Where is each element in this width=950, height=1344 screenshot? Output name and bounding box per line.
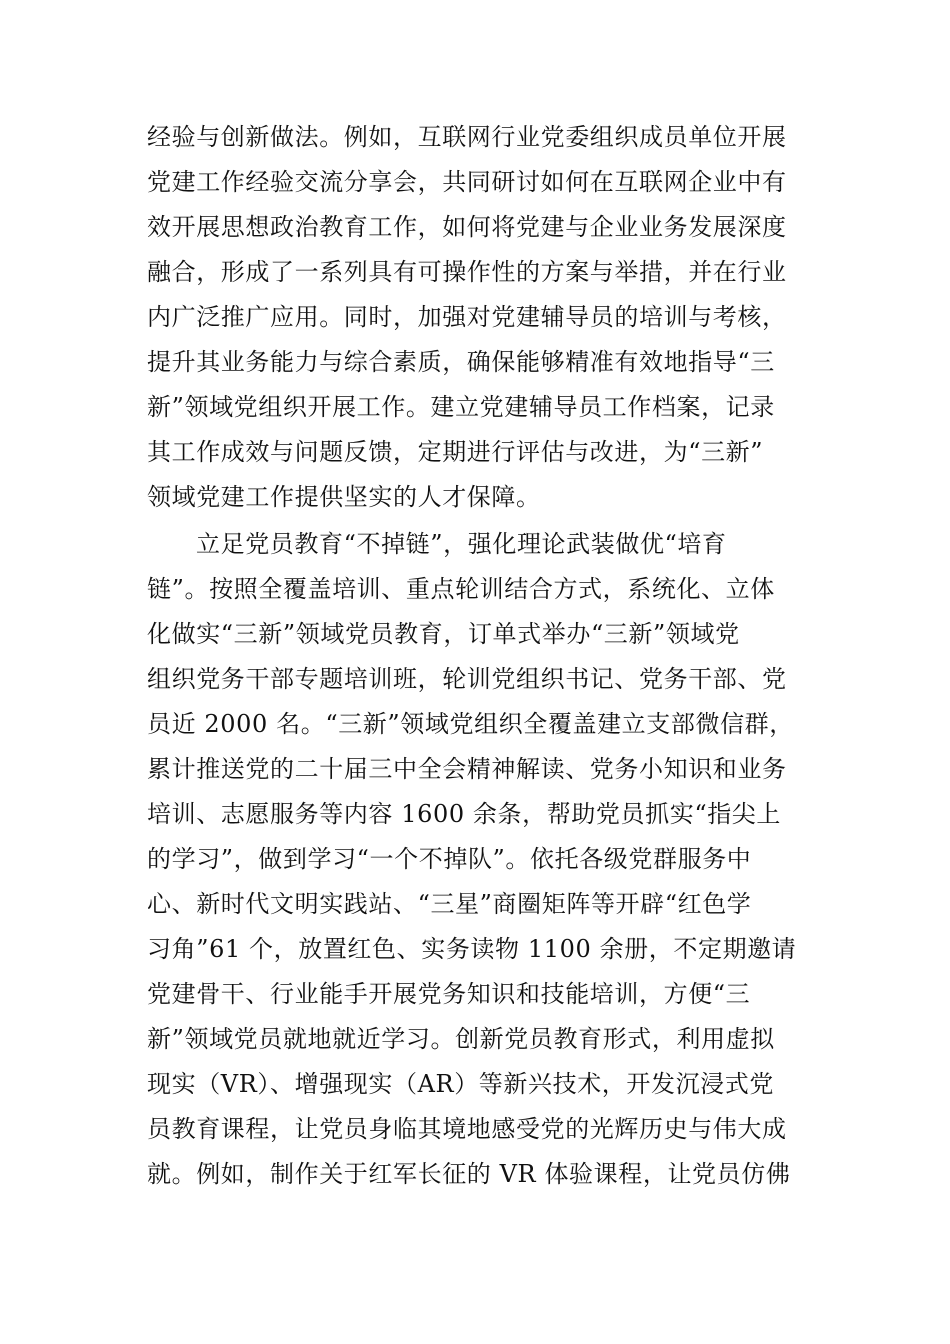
paragraph-2-line-6: 累计推送党的二十届三中全会精神解读、党务小知识和业务: [147, 755, 787, 783]
paragraph-2-line-8: 的学习”，做到学习“一个不掉队”。依托各级党群服务中: [147, 845, 752, 873]
paragraph-2-line-7: 培训、志愿服务等内容 1600 余条，帮助党员抓实“指尖上: [147, 800, 782, 828]
paragraph-1-line-8: 其工作成效与问题反馈，定期进行评估与改进，为“三新”: [147, 438, 764, 466]
paragraph-1-line-1: 经验与创新做法。例如，互联网行业党委组织成员单位开展: [147, 123, 787, 151]
paragraph-1-line-4: 融合，形成了一系列具有可操作性的方案与举措，并在行业: [147, 258, 787, 286]
paragraph-1-line-6: 提升其业务能力与综合素质，确保能够精准有效地指导“三: [147, 348, 775, 376]
paragraph-2-line-15: 就。例如，制作关于红军长征的 VR 体验课程，让党员仿佛: [147, 1160, 791, 1188]
paragraph-1-line-5: 内广泛推广应用。同时，加强对党建辅导员的培训与考核，: [147, 303, 787, 331]
paragraph-2-line-5: 员近 2000 名。“三新”领域党组织全覆盖建立支部微信群，: [147, 710, 794, 738]
paragraph-2-line-4: 组织党务干部专题培训班，轮训党组织书记、党务干部、党: [147, 665, 787, 693]
paragraph-2-line-13: 现实（VR）、增强现实（AR）等新兴技术，开发沉浸式党: [147, 1070, 775, 1098]
paragraph-1-line-3: 效开展思想政治教育工作，如何将党建与企业业务发展深度: [147, 213, 787, 241]
paragraph-2-line-12: 新”领域党员就地就近学习。创新党员教育形式，利用虚拟: [147, 1025, 775, 1053]
paragraph-2-line-1: 立足党员教育“不掉链”，强化理论武装做优“培育: [196, 530, 727, 558]
paragraph-2-line-2: 链”。按照全覆盖培训、重点轮训结合方式，系统化、立体: [147, 575, 775, 603]
paragraph-2-line-10: 习角”61 个，放置红色、实务读物 1100 余册，不定期邀请: [147, 935, 797, 963]
paragraph-1-line-2: 党建工作经验交流分享会，共同研讨如何在互联网企业中有: [147, 168, 787, 196]
paragraph-1-line-9: 领域党建工作提供坚实的人才保障。: [147, 483, 541, 511]
paragraph-2-line-3: 化做实“三新”领域党员教育，订单式举办“三新”领域党: [147, 620, 740, 648]
paragraph-1-line-7: 新”领域党组织开展工作。建立党建辅导员工作档案，记录: [147, 393, 775, 421]
paragraph-2-line-9: 心、新时代文明实践站、“三星”商圈矩阵等开辟“红色学: [147, 890, 752, 918]
paragraph-2-line-14: 员教育课程，让党员身临其境地感受党的光辉历史与伟大成: [147, 1115, 787, 1143]
paragraph-2-line-11: 党建骨干、行业能手开展党务知识和技能培训，方便“三: [147, 980, 751, 1008]
